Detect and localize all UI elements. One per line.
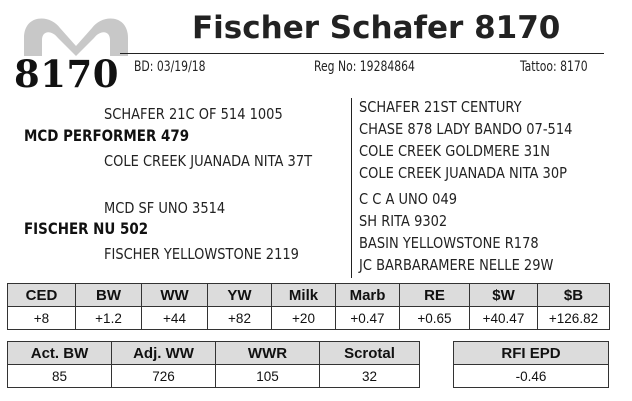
- actuals-table: [7, 341, 420, 388]
- dam-sire: MCD SF UNO 3514: [104, 199, 226, 217]
- actuals-header-wwr: WWR: [216, 342, 320, 365]
- ancestor: JC BARBARAMERE NELLE 29W: [359, 256, 554, 274]
- rfi-value-row: [454, 365, 609, 388]
- sire-sire: SCHAFER 21C OF 514 1005: [104, 105, 283, 123]
- tattoo: Tattoo: 8170: [520, 59, 588, 75]
- animal-name-title: Fischer Schafer 8170: [192, 10, 561, 46]
- epd-value-ww: +44: [142, 307, 208, 330]
- epd-value-w-dollar: +40.47: [470, 307, 538, 330]
- actuals-value-wwr: 105: [216, 365, 320, 388]
- header-divider: [120, 53, 604, 54]
- epd-value-ced: +8: [8, 307, 76, 330]
- ancestor: SH RITA 9302: [359, 212, 448, 230]
- epd-header-yw: YW: [208, 284, 272, 307]
- dam-dam: FISCHER YELLOWSTONE 2119: [104, 245, 299, 263]
- epd-header-re: RE: [400, 284, 470, 307]
- epd-header-w-dollar: $W: [470, 284, 538, 307]
- pedigree-divider: [351, 98, 352, 278]
- rfi-table: [453, 341, 609, 388]
- epd-header-ww: WW: [142, 284, 208, 307]
- ancestor: COLE CREEK GOLDMERE 31N: [359, 142, 551, 160]
- actuals-value-row: [8, 365, 420, 388]
- epd-value-yw: +82: [208, 307, 272, 330]
- epd-header-ced: CED: [8, 284, 76, 307]
- registration-number: Reg No: 19284864: [314, 59, 415, 75]
- rfi-header-row: [454, 342, 609, 365]
- actuals-value-adj-ww: 726: [112, 365, 216, 388]
- lot-number: 8170: [14, 52, 119, 96]
- epd-header-marb: Marb: [336, 284, 400, 307]
- ancestor: COLE CREEK JUANADA NITA 30P: [359, 164, 567, 182]
- rfi-value: -0.46: [454, 365, 609, 388]
- epd-header-b-dollar: $B: [538, 284, 610, 307]
- ancestor: SCHAFER 21ST CENTURY: [359, 98, 522, 116]
- sire: MCD PERFORMER 479: [24, 126, 190, 145]
- ancestor: C C A UNO 049: [359, 190, 458, 208]
- epd-value-bw: +1.2: [76, 307, 142, 330]
- epd-value-row: [8, 307, 610, 330]
- birth-date: BD: 03/19/18: [134, 59, 206, 75]
- epd-header-row: [8, 284, 610, 307]
- sire-dam: COLE CREEK JUANADA NITA 37T: [104, 152, 313, 170]
- dam: FISCHER NU 502: [24, 219, 149, 238]
- epd-value-b-dollar: +126.82: [538, 307, 610, 330]
- actuals-value-scrotal: 32: [320, 365, 420, 388]
- epd-value-marb: +0.47: [336, 307, 400, 330]
- actuals-header-adj-ww: Adj. WW: [112, 342, 216, 365]
- actuals-header-act-bw: Act. BW: [8, 342, 112, 365]
- epd-table: [7, 283, 610, 330]
- epd-value-re: +0.65: [400, 307, 470, 330]
- ranch-logo: [20, 12, 132, 56]
- epd-header-bw: BW: [76, 284, 142, 307]
- actuals-value-act-bw: 85: [8, 365, 112, 388]
- epd-value-milk: +20: [272, 307, 336, 330]
- epd-header-milk: Milk: [272, 284, 336, 307]
- actuals-header-scrotal: Scrotal: [320, 342, 420, 365]
- actuals-header-row: [8, 342, 420, 365]
- rfi-header: RFI EPD: [454, 342, 609, 365]
- ancestor: BASIN YELLOWSTONE R178: [359, 234, 539, 252]
- ancestor: CHASE 878 LADY BANDO 07-514: [359, 120, 573, 138]
